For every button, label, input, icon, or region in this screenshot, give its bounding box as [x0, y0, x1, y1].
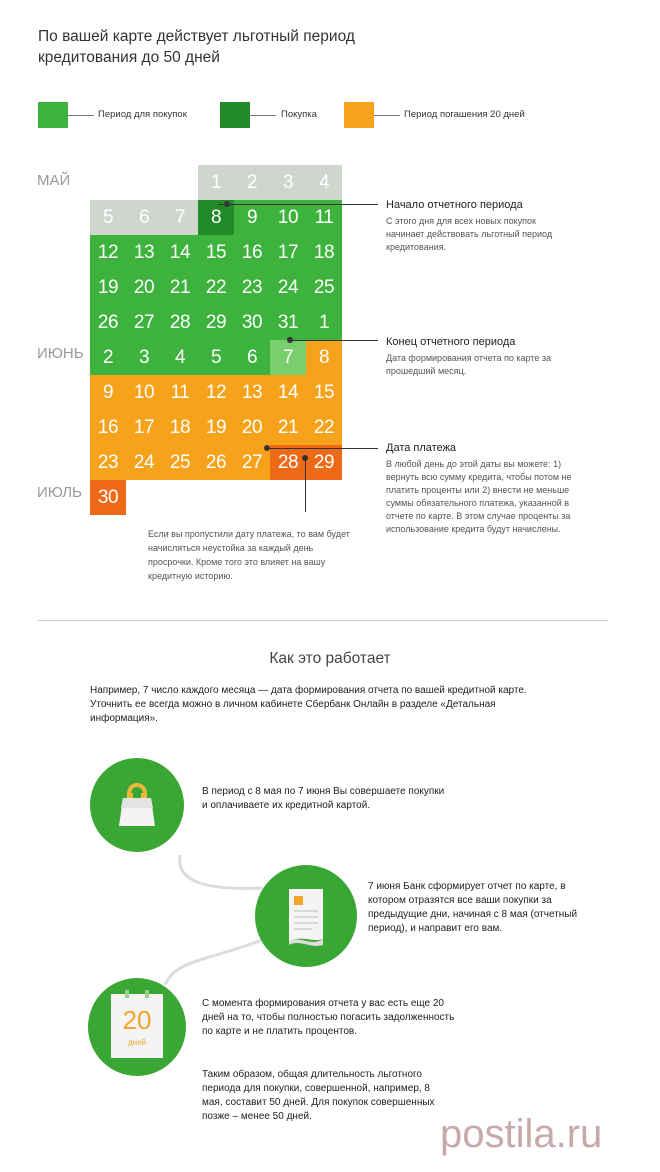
annotation-payment-title: Дата платежа: [386, 442, 457, 454]
calendar-day-cell: 28: [270, 445, 306, 480]
document-icon: [283, 887, 329, 947]
calendar-day-cell: 12: [198, 375, 234, 410]
step1-text: В период с 8 мая по 7 июня Вы совершаете покупки и оплачиваете их кредитной картой.: [202, 786, 445, 811]
calendar-icon-label: дней: [127, 1038, 146, 1047]
annotation-start-body: С этого дня для всех новых покупок начинает действовать льготный период кредитования.: [386, 216, 553, 252]
calendar-day-cell: 5: [90, 200, 126, 235]
calendar-day-cell: 25: [306, 270, 342, 305]
calendar-icon: [111, 994, 163, 1058]
watermark: postila.ru: [440, 1112, 603, 1156]
calendar-day-cell: 5: [198, 340, 234, 375]
calendar-day-cell: 19: [198, 410, 234, 445]
calendar-day-cell: 8: [306, 340, 342, 375]
step3-circle: [88, 978, 186, 1076]
calendar-day-cell: 1: [198, 165, 234, 200]
calendar-day-cell: 26: [198, 445, 234, 480]
legend-label-purchase: Покупка: [281, 109, 317, 120]
calendar-day-cell: 24: [270, 270, 306, 305]
calendar-day-cell: 16: [234, 235, 270, 270]
calendar-day-cell: 3: [270, 165, 306, 200]
calendar-day-cell: 15: [306, 375, 342, 410]
calendar-day-cell: 29: [198, 305, 234, 340]
calendar-day-cell: 6: [234, 340, 270, 375]
annotation-missed: Если вы пропустили дату платежа, то вам будет начисляться неустойка за каждый день просрочки. Кроме того это влияет на вашу кредитную историю.: [148, 529, 350, 581]
calendar-day-cell: 29: [306, 445, 342, 480]
calendar-day-cell: 1: [306, 305, 342, 340]
calendar-day-cell: 14: [162, 235, 198, 270]
calendar-day-cell: 12: [90, 235, 126, 270]
calendar-day-cell: 23: [90, 445, 126, 480]
annotation-payment-body: В любой день до этой даты вы можете: 1) вернуть всю сумму кредита, чтобы потом не платить проценты или 2) внести не меньше суммы обязательного платежа, указанной в отчете по карте. В этом случае проценты за использование кредита будут начислены.: [386, 459, 572, 534]
legend-label-repayment: Период погашения 20 дней: [404, 109, 525, 120]
month-label-july: ИЮЛЬ: [37, 484, 82, 501]
step1-circle: [90, 758, 184, 852]
calendar-day-cell: 13: [126, 235, 162, 270]
calendar-day-cell: 4: [162, 340, 198, 375]
calendar-day-cell: 21: [162, 270, 198, 305]
step3-text: С момента формирования отчета у вас есть еще 20 дней на то, чтобы полностью погасить задолженность по карте и не платить процентов.: [202, 998, 455, 1037]
calendar-day-cell: 11: [306, 200, 342, 235]
calendar-day-cell: 23: [234, 270, 270, 305]
connector-curve-1: [180, 855, 262, 888]
calendar-day-cell: 27: [234, 445, 270, 480]
calendar-day-cell: 4: [306, 165, 342, 200]
step3b-text: Таким образом, общая длительность льготного периода для покупки, совершенной, например, 8 мая, составит 50 дней. Для покупок совершенных позже – менее 50 дней.: [202, 1069, 435, 1122]
calendar-day-cell: 7: [162, 200, 198, 235]
annotation-end-body: Дата формирования отчета по карте за прошедший месяц.: [386, 353, 551, 376]
calendar-icon-ring: [145, 990, 149, 998]
annotation-start-title: Начало отчетного периода: [386, 199, 523, 211]
calendar-day-cell: 10: [270, 200, 306, 235]
month-label-june: ИЮНЬ: [37, 345, 84, 362]
calendar-day-cell: 31: [270, 305, 306, 340]
calendar-day-cell: 7: [270, 340, 306, 375]
legend-label-shopping: Период для покупок: [98, 109, 187, 120]
calendar-day-cell: 28: [162, 305, 198, 340]
calendar-day-cell: 22: [198, 270, 234, 305]
calendar-day-cell: 11: [162, 375, 198, 410]
page-title: По вашей карте действует льготный период кредитования до 50 дней: [38, 28, 355, 66]
calendar-day-cell: 9: [90, 375, 126, 410]
shopping-bag-icon: [117, 778, 157, 830]
calendar-day-cell: 10: [126, 375, 162, 410]
connector-curve-2: [165, 940, 262, 985]
calendar-day-cell: 13: [234, 375, 270, 410]
month-label-may: МАЙ: [37, 172, 71, 189]
calendar-day-cell: 27: [126, 305, 162, 340]
calendar-icon-number: 20: [122, 1005, 152, 1035]
calendar-day-cell: 30: [234, 305, 270, 340]
calendar-day-cell: 30: [90, 480, 126, 515]
calendar-day-cell: 26: [90, 305, 126, 340]
calendar-day-cell: 6: [126, 200, 162, 235]
how-intro: Например, 7 число каждого месяца — дата формирования отчета по вашей кредитной карте. Уточнить ее всегда можно в личном кабинете Сбербанк Онлайн в разделе «Детальная информация».: [90, 685, 527, 724]
calendar-day-cell: 14: [270, 375, 306, 410]
calendar-day-cell: 9: [234, 200, 270, 235]
calendar-day-cell: 22: [306, 410, 342, 445]
calendar-day-cell: 24: [126, 445, 162, 480]
step2-circle: [255, 865, 357, 967]
calendar-day-cell: 15: [198, 235, 234, 270]
calendar-icon-ring: [125, 990, 129, 998]
calendar-day-cell: 25: [162, 445, 198, 480]
calendar-day-cell: 17: [126, 410, 162, 445]
calendar-day-cell: 21: [270, 410, 306, 445]
calendar-day-cell: 17: [270, 235, 306, 270]
calendar-day-cell: 16: [90, 410, 126, 445]
calendar-day-cell: 20: [126, 270, 162, 305]
calendar-day-cell: 18: [162, 410, 198, 445]
calendar-day-cell: 2: [90, 340, 126, 375]
calendar-day-cell: 20: [234, 410, 270, 445]
calendar-day-cell: 2: [234, 165, 270, 200]
calendar-day-cell: 19: [90, 270, 126, 305]
calendar-day-cell: 8: [198, 200, 234, 235]
step2-text: 7 июня Банк сформирует отчет по карте, в котором отразятся все ваши покупки за предыдущие дни, начиная с 8 мая (отчетный период), и направит его вам.: [368, 881, 578, 934]
how-heading: Как это работает: [269, 650, 391, 667]
annotation-end-title: Конец отчетного периода: [386, 336, 516, 348]
calendar-day-cell: 18: [306, 235, 342, 270]
calendar-day-cell: 3: [126, 340, 162, 375]
